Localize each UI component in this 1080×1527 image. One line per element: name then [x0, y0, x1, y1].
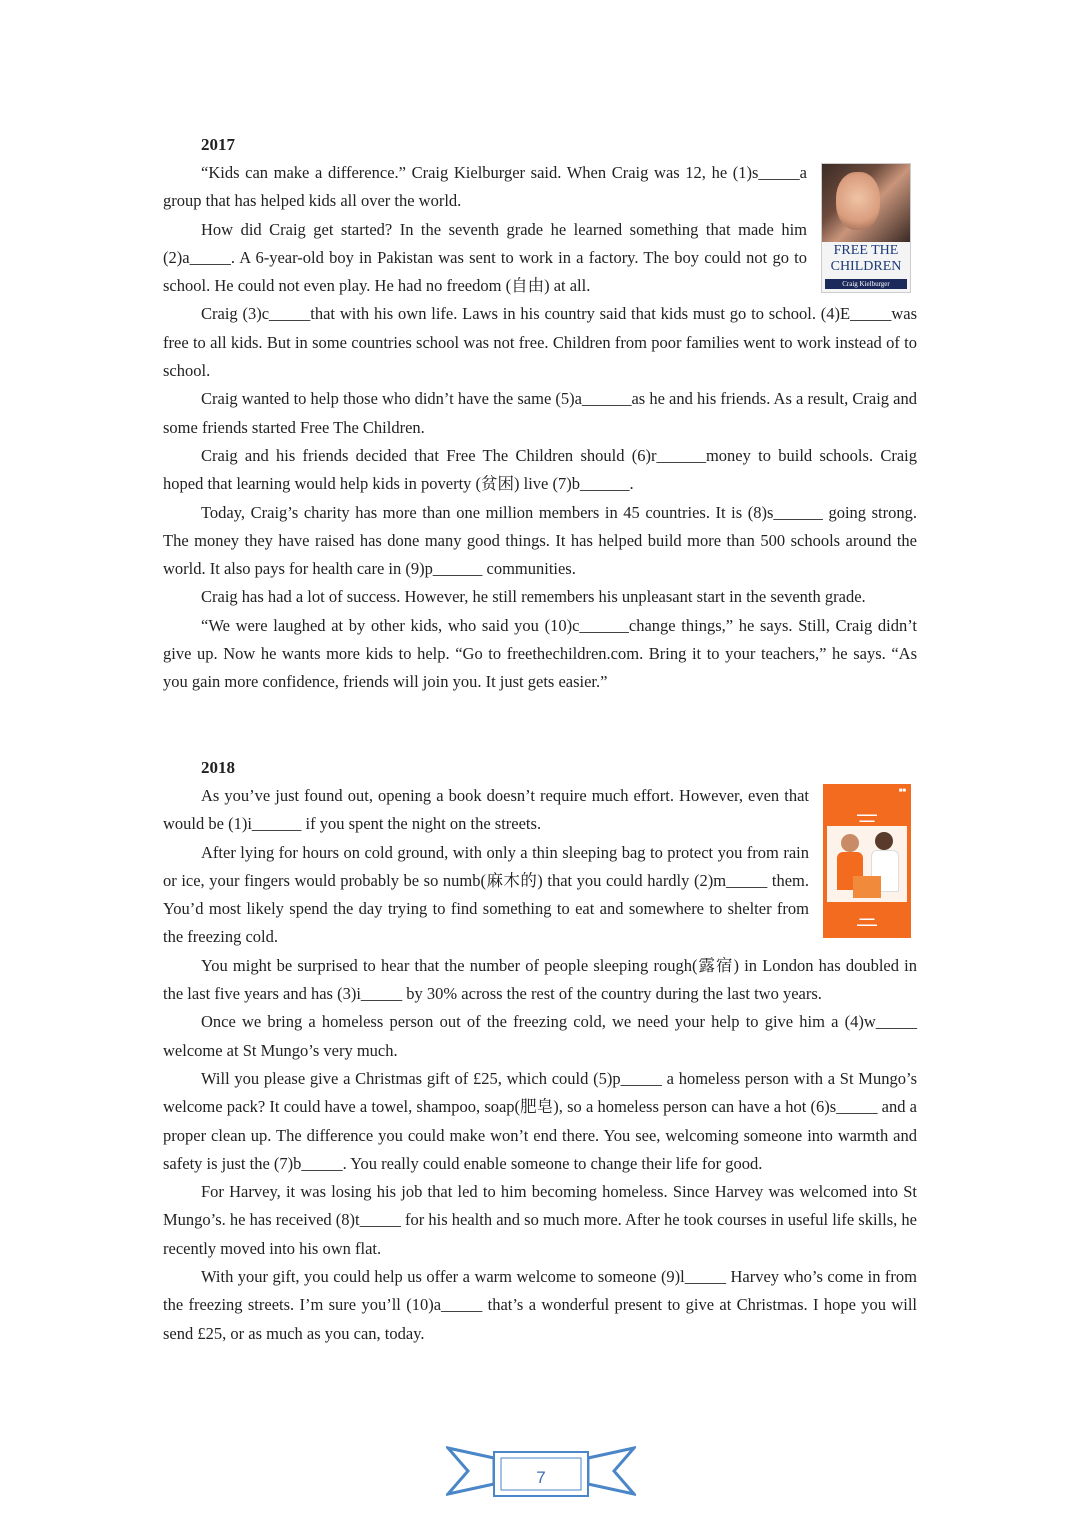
leaflet-footer-graphic: ▬▬▬ ▬▬▬▬: [857, 916, 877, 928]
section-2018: [163, 754, 917, 1348]
leaflet-photo: [827, 826, 907, 902]
st-mungos-logo: ■■: [898, 788, 906, 794]
paragraph: Once we bring a homeless person out of the freezing cold, we need your help to give him a (4)w_____ welcome at St Mungo’s very much.: [163, 1012, 917, 1060]
paragraph: Craig wanted to help those who didn’t have the same (5)a______as he and his friends. As a result, Craig and some friends started Free The Children.: [163, 389, 917, 437]
paragraph: “We were laughed at by other kids, who said you (10)c______change things,” he says. Still, Craig didn’t give up. Now he wants more kids to help. “Go to freethechildren.com. Bring it to your teachers,” he says. “As you gain more confidence, friends will join you. It just gets easier.”: [163, 615, 917, 692]
paragraph: As you’ve just found out, opening a book doesn’t require much effort. However, even that would be (1)i______ if you spent the night on the streets.: [163, 786, 809, 834]
year-heading-2018: 2018: [201, 758, 235, 777]
paragraph: For Harvey, it was losing his job that led to him becoming homeless. Since Harvey was welcomed into St Mungo’s. he has received (8)t_____ for his health and so much more. After he took courses in useful life skills, he recently moved into his own flat.: [163, 1182, 917, 1258]
book-cover-free-the-children: [821, 163, 911, 293]
paragraph: Craig and his friends decided that Free The Children should (6)r______money to build schools. Craig hoped that learning would help kids in poverty (贫困) live (7)b______.: [163, 445, 917, 494]
paragraph: Craig has had a lot of success. However, he still remembers his unpleasant start in the seventh grade.: [201, 587, 866, 607]
paragraph: With your gift, you could help us offer a warm welcome to someone (9)l_____ Harvey who’s come in from the freezing streets. I’m sure you’ll (10)a_____ that’s a wonderful present to give at Christmas. I hope you will send £25, or as much as you can, today.: [163, 1267, 917, 1343]
page-number-ribbon: [446, 1444, 636, 1500]
year-heading-2017: 2017: [201, 135, 235, 154]
cover-photo: [822, 164, 910, 242]
page-number: 7: [536, 1468, 546, 1487]
cover-title: FREE THE CHILDREN: [830, 243, 902, 274]
paragraph: How did Craig get started? In the seventh grade he learned something that made him (2)a_____. A 6-year-old boy in Pakistan was sent to work in a factory. The boy could not go to school. He could not even play. He had no freedom (自由) at all.: [163, 219, 807, 296]
leaflet-heading-graphic: ▬▬▬▬ ▬▬▬: [857, 812, 877, 824]
paragraph: You might be surprised to hear that the number of people sleeping rough(露宿) in London has doubled in the last five years and has (3)i_____ by 30% across the rest of the country during the last two years.: [163, 955, 917, 1004]
paragraph: “Kids can make a difference.” Craig Kielburger said. When Craig was 12, he (1)s_____a group that has helped kids all over the world.: [163, 163, 807, 211]
paragraph: Today, Craig’s charity has more than one million members in 45 countries. It is (8)s______ going strong. The money they have raised has done many good things. It has helped build more than 500 schools around the world. It also pays for health care in (9)p______ communities.: [163, 502, 917, 579]
section-2017: [163, 131, 917, 697]
paragraph: After lying for hours on cold ground, with only a thin sleeping bag to protect you from rain or ice, your fingers would probably be so numb(麻木的) that you could hardly (2)m_____ them. You’d most likely spend the day trying to find something to eat and somewhere to shelter from the freezing cold.: [163, 842, 809, 947]
cover-author: Craig Kielburger: [825, 279, 907, 289]
paragraph: Will you please give a Christmas gift of £25, which could (5)p_____ a homeless person with a St Mungo’s welcome pack? It could have a towel, shampoo, soap(肥皂), so a homeless person can have a hot (6)s_____ and a proper clean up. The difference you could make won’t end there. You see, welcoming someone into warmth and safety is just the (7)b_____. You really could enable someone to change their life for good.: [163, 1068, 917, 1173]
paragraph: Craig (3)c_____that with his own life. Laws in his country said that kids must go to school. (4)E_____was free to all kids. But in some countries school was not free. Children from poor families went to work instead of to school.: [163, 304, 917, 381]
st-mungos-leaflet-image: [823, 784, 911, 938]
